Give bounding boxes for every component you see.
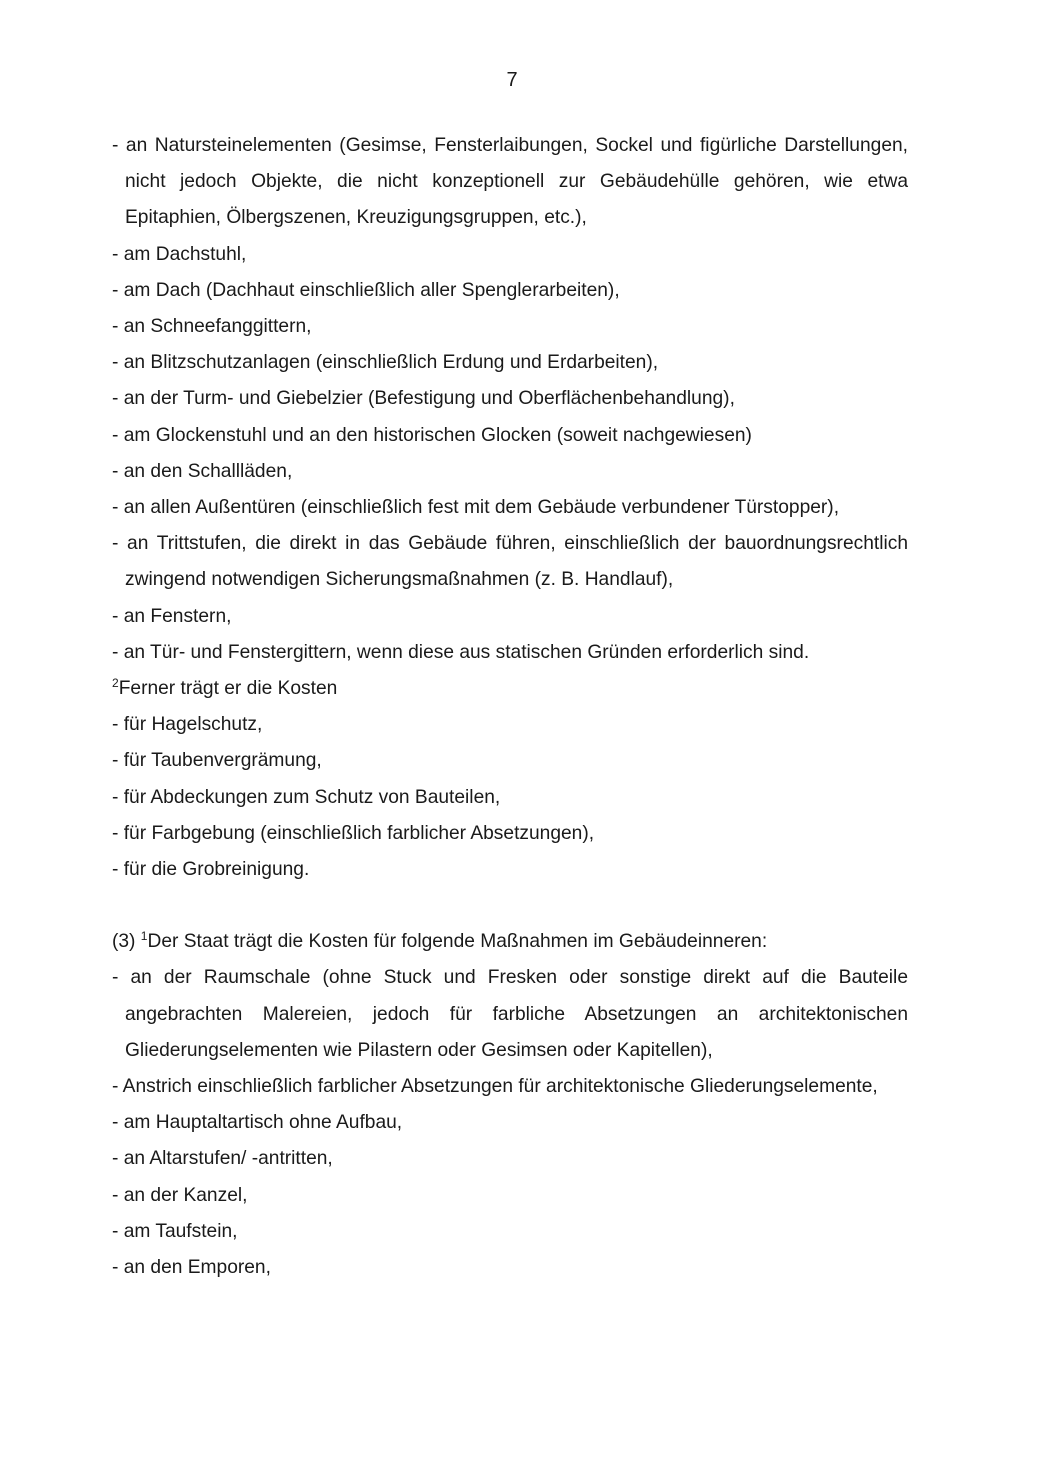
list-item: - für Taubenvergrämung, xyxy=(112,750,322,772)
page-number: 7 xyxy=(506,69,518,91)
list-item: - an der Raumschale (ohne Stuck und Fresken oder sonstige direkt auf die Bauteile angebrachten Malereien, jedoch für farbliche Absetzungen an architektonischen Gliederungselementen wie Pilastern oder Gesimsen oder Kapitellen), xyxy=(112,967,908,1061)
list-item: - an den Emporen, xyxy=(112,1257,271,1279)
list-item: - an der Kanzel, xyxy=(112,1184,248,1206)
costs-list xyxy=(112,707,908,888)
list-item: - für die Grobreinigung. xyxy=(112,859,310,881)
list-item: - für Farbgebung (einschließlich farblicher Absetzungen), xyxy=(112,822,595,844)
list-item: - am Taufstein, xyxy=(112,1220,238,1242)
list-item: - am Hauptaltartisch ohne Aufbau, xyxy=(112,1112,403,1134)
list-item: - an Natursteinelementen (Gesimse, Fensterlaibungen, Sockel und figürliche Darstellungen, nicht jedoch Objekte, die nicht konzeptionell zur Gebäudehülle gehören, wie etwa Epitaphien, Ölbergszenen, Kreuzigungsgruppen, etc.), xyxy=(112,135,908,229)
section-3-heading xyxy=(112,924,908,960)
list-item: - am Dachstuhl, xyxy=(112,243,247,265)
list-item: - am Dach (Dachhaut einschließlich aller Spenglerarbeiten), xyxy=(112,279,620,301)
costs-intro xyxy=(112,671,908,707)
section-3-list xyxy=(112,960,908,1286)
list-item: - für Hagelschutz, xyxy=(112,714,263,736)
list-item: - an Schneefanggittern, xyxy=(112,316,312,338)
list-item: - für Abdeckungen zum Schutz von Bauteilen, xyxy=(112,786,501,808)
list-item: - an Fenstern, xyxy=(112,605,232,627)
costs-intro-text: Ferner trägt er die Kosten xyxy=(118,678,338,700)
section-2-list xyxy=(112,128,908,671)
sentence-number: 2 xyxy=(112,676,119,691)
paragraph-gap xyxy=(112,888,908,924)
list-item: - an allen Außentüren (einschließlich fest mit dem Gebäude verbundener Türstopper), xyxy=(112,497,840,519)
document-body xyxy=(112,128,908,1286)
section-3-text: Der Staat trägt die Kosten für folgende Maßnahmen im Gebäudeinneren: xyxy=(147,931,768,953)
list-item: - Anstrich einschließlich farblicher Absetzungen für architektonische Gliederungselemente, xyxy=(112,1076,878,1098)
list-item: - an Tür- und Fenstergittern, wenn diese aus statischen Gründen erforderlich sind. xyxy=(112,641,810,663)
list-item: - an den Schallläden, xyxy=(112,460,293,482)
list-item: - an Altarstufen/ -antritten, xyxy=(112,1148,333,1170)
sentence-number: 1 xyxy=(140,929,148,944)
list-item: - an der Turm- und Giebelzier (Befestigung und Oberflächenbehandlung), xyxy=(112,388,735,410)
section-3-number: (3) xyxy=(112,931,136,953)
list-item: - am Glockenstuhl und an den historischen Glocken (soweit nachgewiesen) xyxy=(112,424,752,446)
list-item: - an Blitzschutzanlagen (einschließlich Erdung und Erdarbeiten), xyxy=(112,352,659,374)
list-item: - an Trittstufen, die direkt in das Gebäude führen, einschließlich der bauordnungsrechtlich zwingend notwendigen Sicherungsmaßnahmen (z. B. Handlauf), xyxy=(112,533,908,591)
